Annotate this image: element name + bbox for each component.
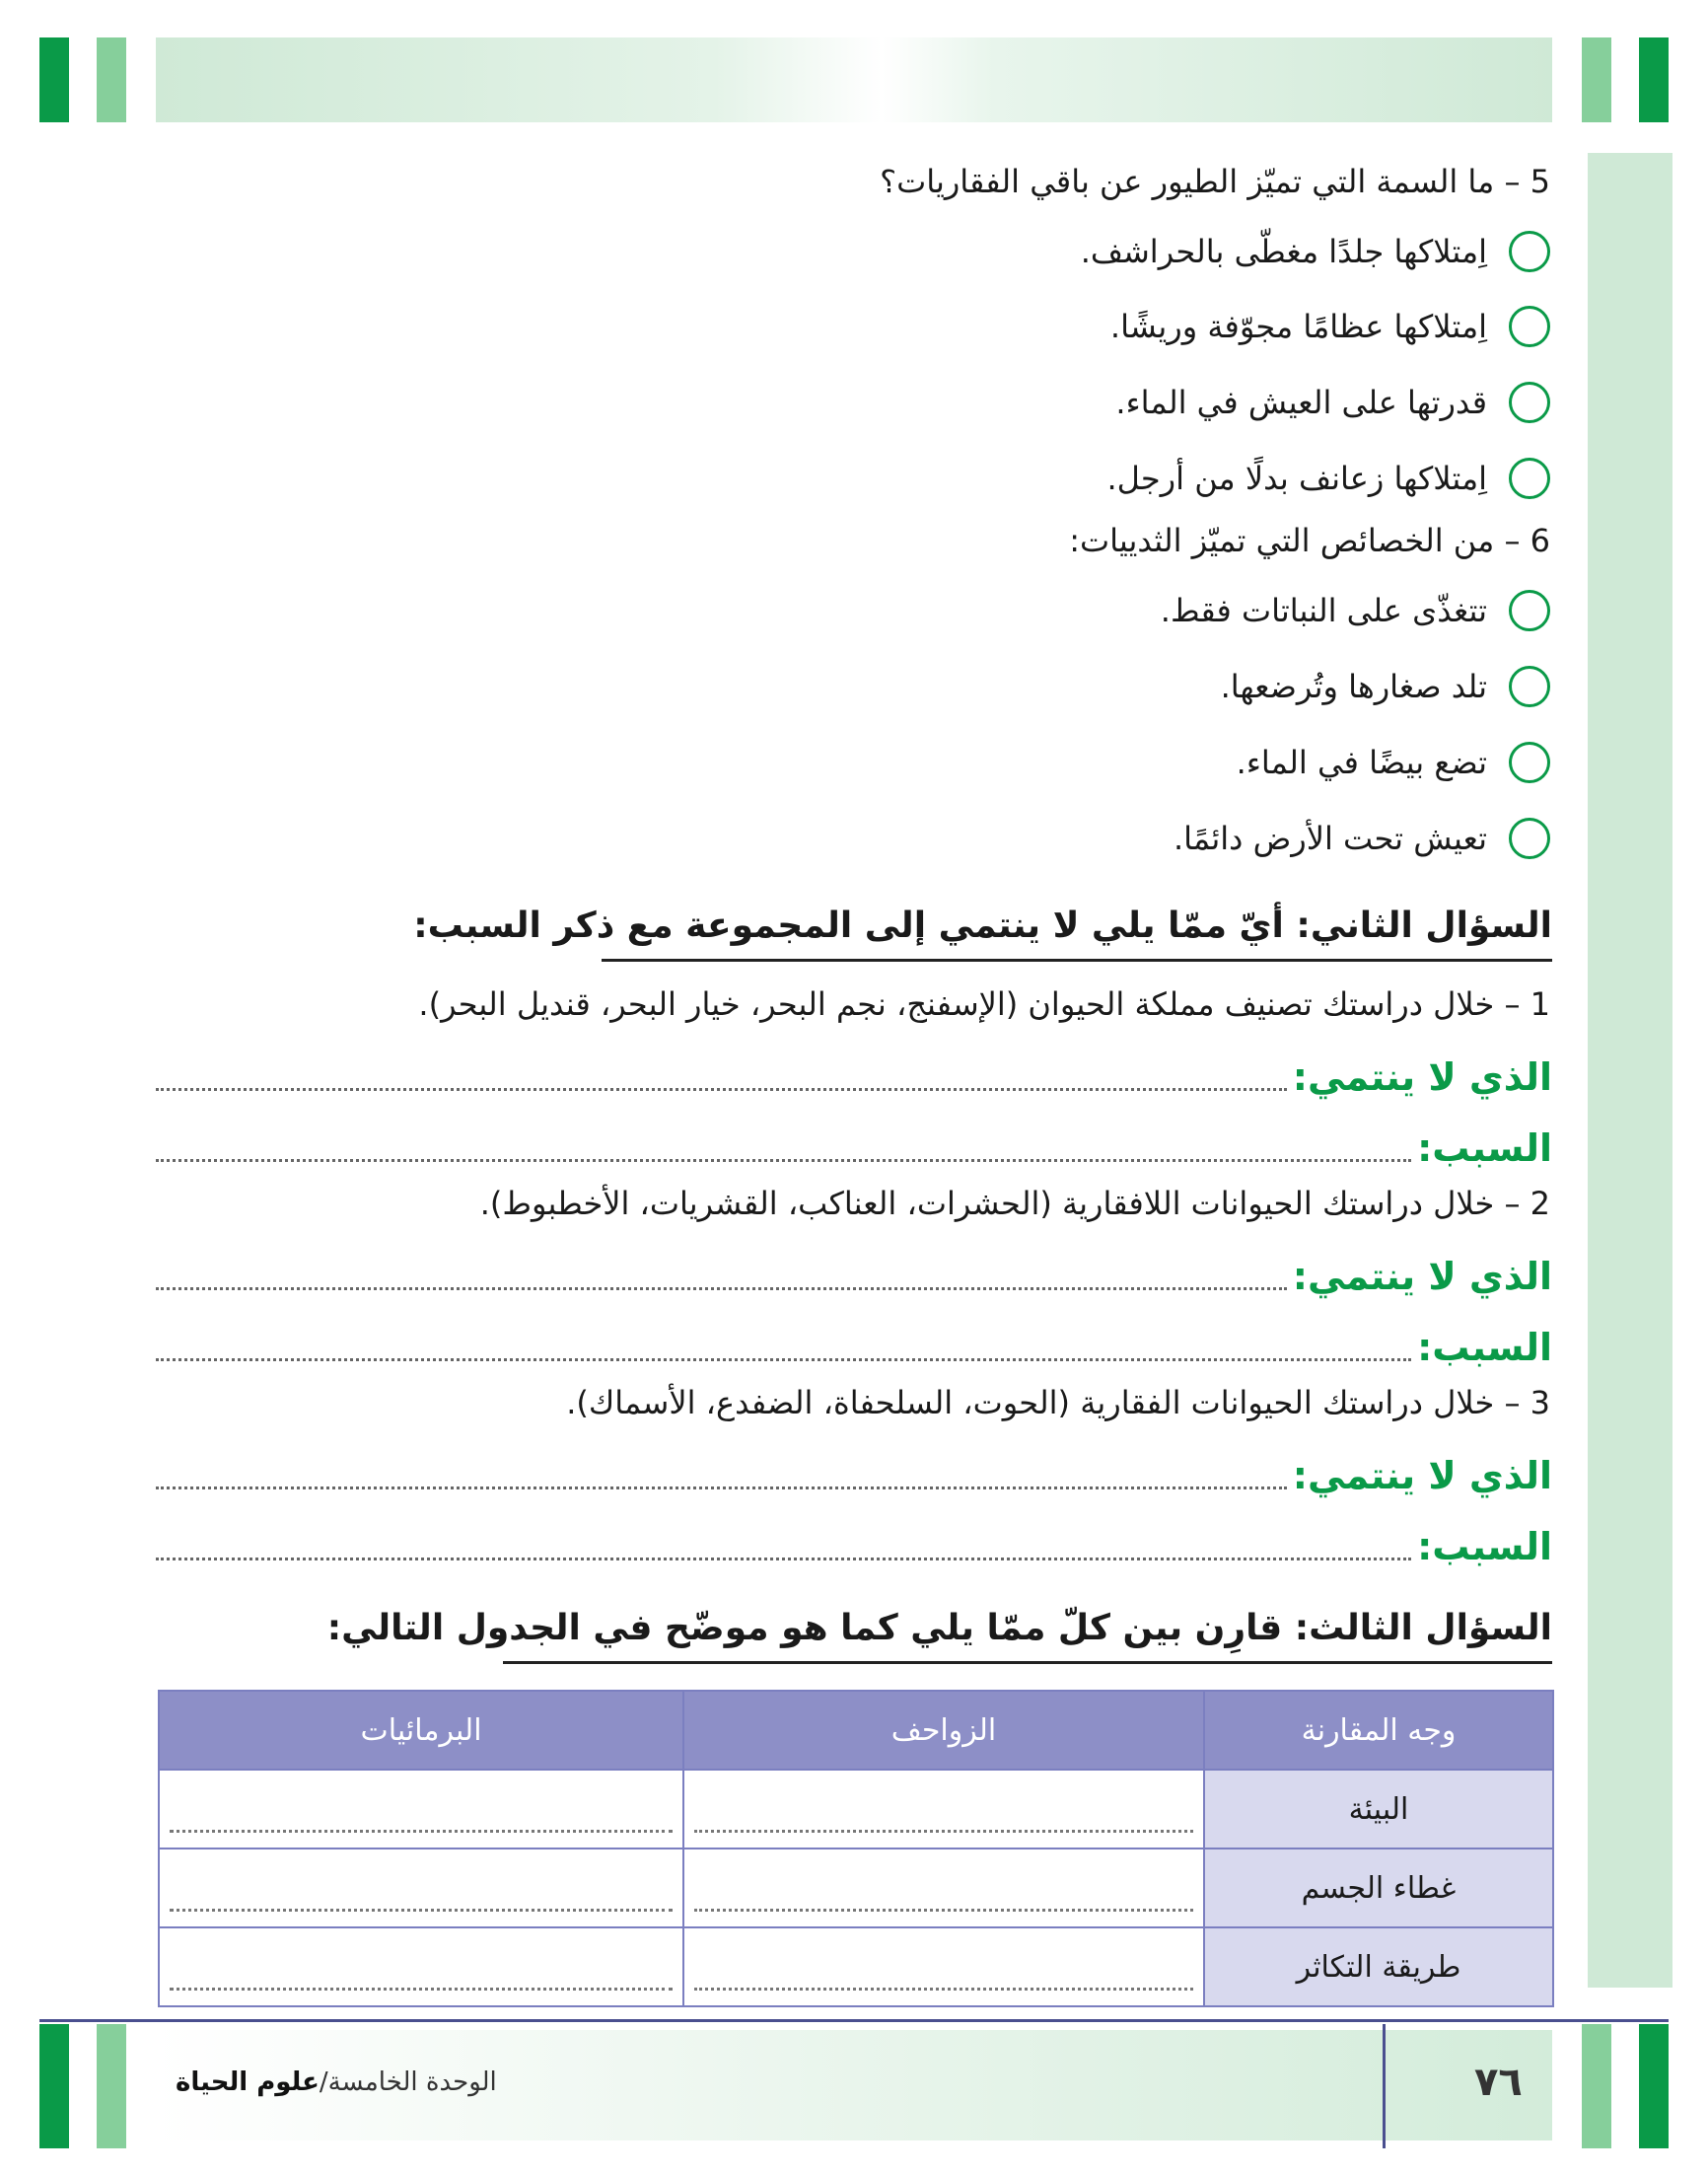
option-label: اِمتلاكها عظامًا مجوّفة وريشًا.	[1109, 308, 1487, 345]
answer-row-reason-1[interactable]	[156, 1123, 1552, 1174]
table-header-row	[159, 1691, 1553, 1770]
answer-cell-reptiles[interactable]	[683, 1849, 1204, 1927]
header-bar-left-dark	[39, 37, 69, 122]
table-row	[159, 1849, 1553, 1927]
dotted-answer-line[interactable]	[170, 1909, 673, 1912]
table-header-aspect: وجه المقارنة	[1204, 1691, 1553, 1770]
section3-underline	[503, 1661, 1552, 1664]
label-reason: السبب:	[1417, 1525, 1552, 1568]
dotted-answer-line[interactable]	[694, 1988, 1193, 1991]
radio-circle-icon[interactable]	[1509, 666, 1550, 707]
dotted-answer-line[interactable]	[156, 1287, 1287, 1290]
header-band	[156, 37, 1552, 122]
radio-circle-icon[interactable]	[1509, 590, 1550, 631]
label-not-belong: الذي لا ينتمي:	[1292, 1454, 1552, 1497]
row-label-environment: البيئة	[1204, 1770, 1553, 1849]
dotted-answer-line[interactable]	[694, 1830, 1193, 1833]
answer-row-reason-2[interactable]	[156, 1322, 1552, 1373]
q5-option-2[interactable]	[1110, 302, 1550, 351]
label-reason: السبب:	[1417, 1126, 1552, 1170]
table-row	[159, 1927, 1553, 2006]
section3-title: السؤال الثالث: قارِن بين كلّ ممّا يلي كما هو موضّح في الجدول التالي:	[326, 1608, 1552, 1648]
footer-bar-left-dark	[39, 2024, 69, 2148]
option-label: تلد صغارها وتُرضعها.	[1220, 668, 1487, 705]
section2-underline	[602, 959, 1552, 962]
footer-subject: علوم الحياة	[176, 2067, 320, 2097]
answer-cell-amphibians[interactable]	[159, 1927, 683, 2006]
answer-row-not-belong-2[interactable]	[156, 1251, 1552, 1302]
table-header-amphibians: البرمائيات	[159, 1691, 683, 1770]
q6-option-1[interactable]	[1161, 586, 1550, 635]
header-bar-right-dark	[1639, 37, 1669, 122]
section2-title: السؤال الثاني: أيّ ممّا يلي لا ينتمي إلى المجموعة مع ذكر السبب:	[413, 906, 1552, 946]
side-strip	[1588, 153, 1672, 1988]
q5-question: 5 – ما السمة التي تميّز الطيور عن باقي الفقاريات؟	[880, 163, 1550, 200]
q5-option-4[interactable]	[1106, 454, 1550, 503]
dotted-answer-line[interactable]	[156, 1358, 1411, 1361]
q5-option-3[interactable]	[1115, 378, 1550, 427]
footer-divider	[1383, 2024, 1386, 2148]
answer-row-reason-3[interactable]	[156, 1521, 1552, 1572]
option-label: تتغذّى على النباتات فقط.	[1160, 592, 1487, 629]
dotted-answer-line[interactable]	[156, 1088, 1287, 1091]
row-label-reproduction: طريقة التكاثر	[1204, 1927, 1553, 2006]
footer-unit: الوحدة الخامسة/	[319, 2067, 497, 2097]
dotted-answer-line[interactable]	[156, 1486, 1287, 1489]
dotted-answer-line[interactable]	[170, 1830, 673, 1833]
table-header-reptiles: الزواحف	[683, 1691, 1204, 1770]
header-bar-left-light	[97, 37, 126, 122]
footer-bar-right-light	[1582, 2024, 1611, 2148]
q6-option-4[interactable]	[1174, 814, 1550, 863]
section2-item-2: 2 – خلال دراستك الحيوانات اللافقارية (الحشرات، العناكب، القشريات، الأخطبوط).	[479, 1185, 1550, 1222]
radio-circle-icon[interactable]	[1509, 458, 1550, 499]
q6-option-3[interactable]	[1237, 738, 1550, 787]
row-label-body-covering: غطاء الجسم	[1204, 1849, 1553, 1927]
label-reason: السبب:	[1417, 1326, 1552, 1369]
answer-cell-reptiles[interactable]	[683, 1927, 1204, 2006]
footer-bar-right-dark	[1639, 2024, 1669, 2148]
option-label: قدرتها على العيش في الماء.	[1115, 384, 1487, 421]
answer-row-not-belong-3[interactable]	[156, 1450, 1552, 1501]
answer-cell-amphibians[interactable]	[159, 1849, 683, 1927]
dotted-answer-line[interactable]	[170, 1988, 673, 1991]
dotted-answer-line[interactable]	[156, 1558, 1411, 1560]
comparison-table	[158, 1690, 1554, 2007]
radio-circle-icon[interactable]	[1509, 231, 1550, 272]
section2-item-1: 1 – خلال دراستك تصنيف مملكة الحيوان (الإسفنج، نجم البحر، خيار البحر، قنديل البحر).	[418, 985, 1550, 1023]
q5-option-1[interactable]	[1081, 227, 1550, 276]
dotted-answer-line[interactable]	[694, 1909, 1193, 1912]
answer-row-not-belong-1[interactable]	[156, 1051, 1552, 1103]
dotted-answer-line[interactable]	[156, 1159, 1411, 1162]
option-label: اِمتلاكها زعانف بدلًا من أرجل.	[1106, 460, 1487, 497]
option-label: تضع بيضًا في الماء.	[1236, 744, 1487, 781]
section2-item-3: 3 – خلال دراستك الحيوانات الفقارية (الحوت، السلحفاة، الضفدع، الأسماك).	[566, 1384, 1550, 1421]
radio-circle-icon[interactable]	[1509, 306, 1550, 347]
answer-cell-amphibians[interactable]	[159, 1770, 683, 1849]
footer-unit-title	[176, 2067, 497, 2097]
page-number: ٧٦	[1474, 2060, 1523, 2105]
label-not-belong: الذي لا ينتمي:	[1292, 1055, 1552, 1099]
radio-circle-icon[interactable]	[1509, 382, 1550, 423]
header-bar-right-light	[1582, 37, 1611, 122]
q6-question: 6 – من الخصائص التي تميّز الثدييات:	[1069, 522, 1550, 559]
option-label: تعيش تحت الأرض دائمًا.	[1173, 820, 1487, 857]
option-label: اِمتلاكها جلدًا مغطّى بالحراشف.	[1080, 233, 1487, 270]
q6-option-2[interactable]	[1221, 662, 1550, 711]
label-not-belong: الذي لا ينتمي:	[1292, 1255, 1552, 1298]
answer-cell-reptiles[interactable]	[683, 1770, 1204, 1849]
footer-rule	[39, 2019, 1669, 2022]
footer-bar-left-light	[97, 2024, 126, 2148]
radio-circle-icon[interactable]	[1509, 742, 1550, 783]
table-row	[159, 1770, 1553, 1849]
radio-circle-icon[interactable]	[1509, 818, 1550, 859]
